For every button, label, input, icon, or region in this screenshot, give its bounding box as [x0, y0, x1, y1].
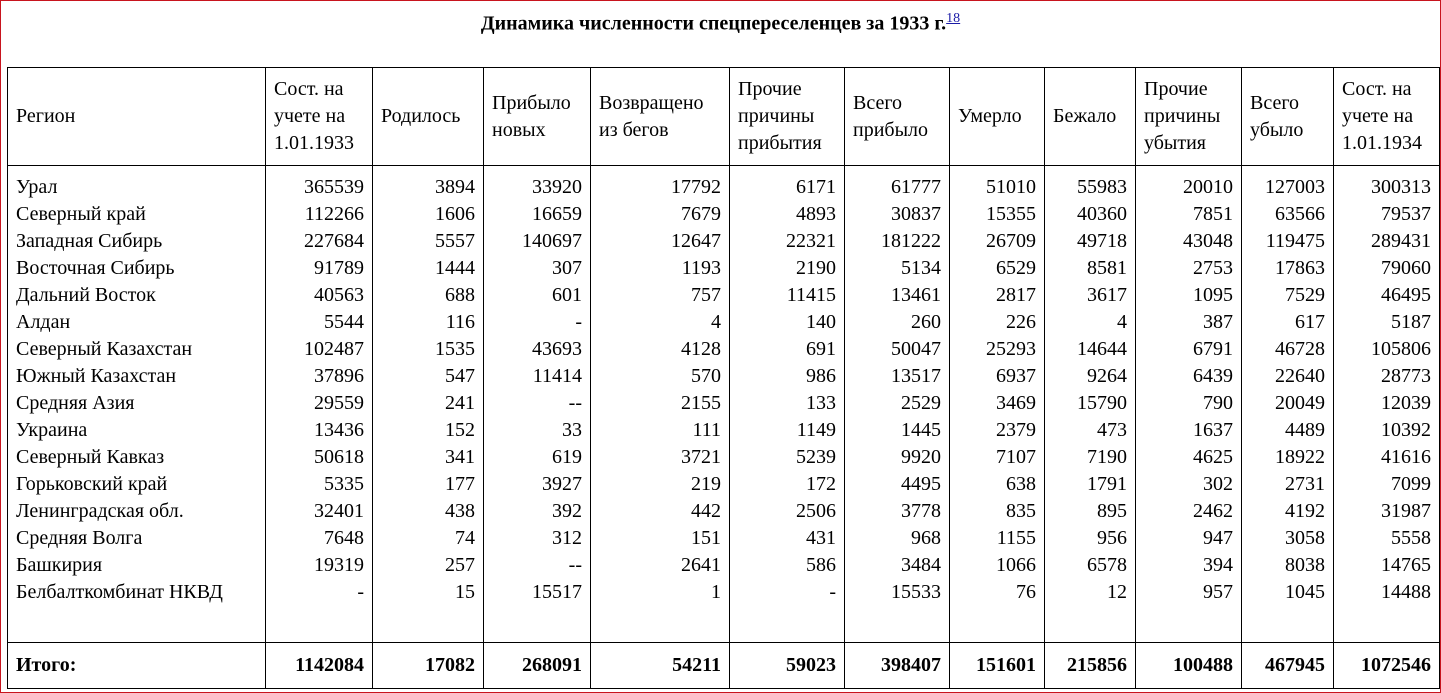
table-cell: 33	[562, 419, 582, 441]
total-end: 1072546	[1334, 643, 1440, 689]
table-cell: 116	[445, 311, 475, 333]
table-cell: 835	[1006, 500, 1036, 522]
table-cell: --	[568, 392, 582, 414]
region-name: Украина	[16, 419, 88, 441]
total-label: Итого:	[8, 643, 266, 689]
table-cell: 102487	[304, 338, 364, 360]
table-cell: 302	[1203, 473, 1233, 495]
table-cell: 31987	[1381, 500, 1431, 522]
header-region: Регион	[8, 68, 266, 166]
table-cell: 4	[711, 311, 721, 333]
region-name: Дальний Восток	[16, 284, 156, 306]
table-cell: 9920	[901, 446, 941, 468]
table-cell: 1045	[1285, 581, 1325, 603]
table-cell: 17863	[1275, 257, 1325, 279]
header-end: Сост. на учете на 1.01.1934	[1334, 68, 1440, 166]
table-cell: 691	[806, 338, 836, 360]
table-cell: 7529	[1285, 284, 1325, 306]
table-cell: 4625	[1193, 446, 1233, 468]
table-cell: 25293	[986, 338, 1036, 360]
table-cell: 74	[455, 527, 475, 549]
table-cell: 7190	[1087, 446, 1127, 468]
table-cell: 41616	[1381, 446, 1431, 468]
total-other-departure: 100488	[1136, 643, 1242, 689]
table-cell: 442	[691, 500, 721, 522]
table-cell: 638	[1006, 473, 1036, 495]
table-cell: 7099	[1391, 473, 1431, 495]
table-cell: 570	[691, 365, 721, 387]
table-cell: 13517	[891, 365, 941, 387]
table-cell: 1445	[901, 419, 941, 441]
table-cell: 28773	[1381, 365, 1431, 387]
region-name: Западная Сибирь	[16, 230, 163, 252]
table-cell: 43048	[1183, 230, 1233, 252]
table-cell: 2753	[1193, 257, 1233, 279]
table-cell: 4192	[1285, 500, 1325, 522]
table-cell: 1155	[996, 527, 1036, 549]
column-region	[8, 166, 266, 643]
table-cell: 387	[1203, 311, 1233, 333]
table-cell: 40360	[1077, 203, 1127, 225]
table-cell: 3894	[435, 176, 475, 198]
column-died	[950, 166, 1045, 643]
table-cell: 20010	[1183, 176, 1233, 198]
table-cell: 127003	[1265, 176, 1325, 198]
table-cell: 50047	[891, 338, 941, 360]
region-name: Восточная Сибирь	[16, 257, 175, 279]
table-cell: 289431	[1371, 230, 1431, 252]
table-cell: 3058	[1285, 527, 1325, 549]
table-cell: 3778	[901, 500, 941, 522]
total-row	[8, 643, 1440, 689]
table-cell: 18922	[1275, 446, 1325, 468]
table-cell: 2817	[996, 284, 1036, 306]
table-cell: 1095	[1193, 284, 1233, 306]
header-start: Сост. на учете на 1.01.1933	[266, 68, 373, 166]
table-cell: 957	[1203, 581, 1233, 603]
table-cell: 1637	[1193, 419, 1233, 441]
header-row	[8, 68, 1440, 166]
header-fled: Бежало	[1045, 68, 1136, 166]
table-cell: 1193	[681, 257, 721, 279]
table-cell: -	[829, 581, 836, 603]
total-start: 1142084	[266, 643, 373, 689]
table-cell: 8581	[1087, 257, 1127, 279]
table-cell: 1791	[1087, 473, 1127, 495]
table-cell: 133	[806, 392, 836, 414]
header-other-departure: Прочие причины убытия	[1136, 68, 1242, 166]
table-cell: 7679	[681, 203, 721, 225]
table-cell: 986	[806, 365, 836, 387]
column-born	[373, 166, 484, 643]
total-other-arrival: 59023	[730, 643, 845, 689]
region-name: Средняя Азия	[16, 392, 135, 414]
table-cell: 2506	[796, 500, 836, 522]
table-cell: 181222	[881, 230, 941, 252]
region-name: Белбалткомбинат НКВД	[16, 581, 223, 603]
table-cell: 3617	[1087, 284, 1127, 306]
region-name: Горьковский край	[16, 473, 168, 495]
table-cell: 1535	[435, 338, 475, 360]
header-new-arrivals: Прибыло новых	[484, 68, 591, 166]
table-cell: 4495	[901, 473, 941, 495]
table-cell: 55983	[1077, 176, 1127, 198]
region-name: Северный Кавказ	[16, 446, 165, 468]
table-cell: 7851	[1193, 203, 1233, 225]
table-cell: 438	[445, 500, 475, 522]
header-returned: Возвращено из бегов	[591, 68, 730, 166]
table-cell: 140697	[522, 230, 582, 252]
region-name: Северный край	[16, 203, 146, 225]
region-name: Южный Казахстан	[16, 365, 177, 387]
table-cell: 895	[1097, 500, 1127, 522]
table-cell: 37896	[314, 365, 364, 387]
table-cell: 4	[1117, 311, 1127, 333]
table-cell: 51010	[986, 176, 1036, 198]
column-fled	[1045, 166, 1136, 643]
table-cell: 12647	[671, 230, 721, 252]
table-cell: 79060	[1381, 257, 1431, 279]
total-new-arrivals: 268091	[484, 643, 591, 689]
region-name: Башкирия	[16, 554, 103, 576]
header-other-arrival: Прочие причины прибытия	[730, 68, 845, 166]
table-cell: 13436	[314, 419, 364, 441]
region-name: Ленинградская обл.	[16, 500, 184, 522]
table-cell: -	[575, 311, 582, 333]
table-cell: 20049	[1275, 392, 1325, 414]
table-cell: 601	[552, 284, 582, 306]
table-cell: 9264	[1087, 365, 1127, 387]
total-total-arrived: 398407	[845, 643, 950, 689]
column-other-departure	[1136, 166, 1242, 643]
table-cell: 119475	[1265, 230, 1325, 252]
table-cell: 6937	[996, 365, 1036, 387]
table-cell: 63566	[1275, 203, 1325, 225]
table-cell: 5557	[435, 230, 475, 252]
table-cell: 5558	[1391, 527, 1431, 549]
table-cell: 307	[552, 257, 582, 279]
table-cell: 177	[445, 473, 475, 495]
total-born: 17082	[373, 643, 484, 689]
table-cell: 226	[1006, 311, 1036, 333]
table-cell: 6529	[996, 257, 1036, 279]
table-cell: 29559	[314, 392, 364, 414]
table-cell: 22321	[786, 230, 836, 252]
table-cell: 16659	[532, 203, 582, 225]
table-cell: 3721	[681, 446, 721, 468]
table-cell: 1444	[435, 257, 475, 279]
table-cell: 260	[911, 311, 941, 333]
header-born: Родилось	[373, 68, 484, 166]
table-cell: 11415	[786, 284, 836, 306]
table-cell: 790	[1203, 392, 1233, 414]
table-cell: 257	[445, 554, 475, 576]
table-cell: 1149	[796, 419, 836, 441]
total-died: 151601	[950, 643, 1045, 689]
column-other-arrival	[730, 166, 845, 643]
table-cell: 14488	[1381, 581, 1431, 603]
footnote-link[interactable]: 18	[946, 11, 961, 26]
table-cell: 140	[806, 311, 836, 333]
table-cell: 32401	[314, 500, 364, 522]
table-cell: 19319	[314, 554, 364, 576]
table-cell: 6439	[1193, 365, 1233, 387]
table-cell: 2641	[681, 554, 721, 576]
table-cell: 152	[445, 419, 475, 441]
table-cell: 1066	[996, 554, 1036, 576]
table-cell: 227684	[304, 230, 364, 252]
table-cell: 15	[455, 581, 475, 603]
header-total-arrived: Всего прибыло	[845, 68, 950, 166]
data-body-row	[8, 166, 1440, 643]
table-cell: 394	[1203, 554, 1233, 576]
table-cell: 40563	[314, 284, 364, 306]
table-cell: 5544	[324, 311, 364, 333]
table-title	[0, 11, 1441, 36]
total-total-departed: 467945	[1242, 643, 1334, 689]
table-cell: 151	[691, 527, 721, 549]
table-cell: 5335	[324, 473, 364, 495]
table-cell: 3927	[542, 473, 582, 495]
table-cell: 10392	[1381, 419, 1431, 441]
table-cell: 5187	[1391, 311, 1431, 333]
table-cell: 619	[552, 446, 582, 468]
table-cell: 11414	[532, 365, 582, 387]
table-cell: 3469	[996, 392, 1036, 414]
table-cell: --	[568, 554, 582, 576]
table-cell: 5134	[901, 257, 941, 279]
table-cell: 1	[711, 581, 721, 603]
total-returned: 54211	[591, 643, 730, 689]
table-cell: 15533	[891, 581, 941, 603]
table-cell: 111	[692, 419, 721, 441]
table-cell: 757	[691, 284, 721, 306]
table-cell: 341	[445, 446, 475, 468]
table-cell: 46495	[1381, 284, 1431, 306]
table-cell: 76	[1016, 581, 1036, 603]
table-cell: 61777	[891, 176, 941, 198]
table-cell: 6171	[796, 176, 836, 198]
table-cell: 473	[1097, 419, 1127, 441]
table-cell: 15517	[532, 581, 582, 603]
column-end	[1334, 166, 1440, 643]
table-cell: 431	[806, 527, 836, 549]
table-cell: 2190	[796, 257, 836, 279]
table-cell: 2529	[901, 392, 941, 414]
table-cell: 33920	[532, 176, 582, 198]
table-cell: 7107	[996, 446, 1036, 468]
table-cell: 49718	[1077, 230, 1127, 252]
table-cell: 219	[691, 473, 721, 495]
column-start	[266, 166, 373, 643]
table-cell: 365539	[304, 176, 364, 198]
table-cell: 4489	[1285, 419, 1325, 441]
table-cell: 2379	[996, 419, 1036, 441]
table-cell: 43693	[532, 338, 582, 360]
table-cell: 1606	[435, 203, 475, 225]
table-cell: 30837	[891, 203, 941, 225]
table-cell: 688	[445, 284, 475, 306]
table-cell: 50618	[314, 446, 364, 468]
region-name: Алдан	[16, 311, 71, 333]
table-cell: -	[357, 581, 364, 603]
table-cell: 15790	[1077, 392, 1127, 414]
table-cell: 17792	[671, 176, 721, 198]
region-name: Средняя Волга	[16, 527, 143, 549]
table-cell: 15355	[986, 203, 1036, 225]
table-cell: 105806	[1371, 338, 1431, 360]
table-cell: 172	[806, 473, 836, 495]
table-cell: 947	[1203, 527, 1233, 549]
title-text: Динамика численности спецпереселенцев за 1933 г.	[480, 12, 947, 35]
table-cell: 7648	[324, 527, 364, 549]
column-total-arrived	[845, 166, 950, 643]
table-cell: 312	[552, 527, 582, 549]
header-total-departed: Всего убыло	[1242, 68, 1334, 166]
column-new-arrivals	[484, 166, 591, 643]
table-cell: 617	[1295, 311, 1325, 333]
table-cell: 392	[552, 500, 582, 522]
table-cell: 8038	[1285, 554, 1325, 576]
column-returned	[591, 166, 730, 643]
table-cell: 2155	[681, 392, 721, 414]
settlers-table	[7, 67, 1440, 689]
table-cell: 6578	[1087, 554, 1127, 576]
header-died: Умерло	[950, 68, 1045, 166]
table-cell: 22640	[1275, 365, 1325, 387]
table-cell: 3484	[901, 554, 941, 576]
table-cell: 956	[1097, 527, 1127, 549]
table-cell: 300313	[1371, 176, 1431, 198]
table-cell: 12	[1107, 581, 1127, 603]
table-cell: 6791	[1193, 338, 1233, 360]
table-cell: 79537	[1381, 203, 1431, 225]
table-cell: 2731	[1285, 473, 1325, 495]
table-cell: 5239	[796, 446, 836, 468]
total-fled: 215856	[1045, 643, 1136, 689]
region-name: Урал	[16, 176, 58, 198]
table-cell: 2462	[1193, 500, 1233, 522]
table-cell: 4893	[796, 203, 836, 225]
region-name: Северный Казахстан	[16, 338, 193, 360]
table-cell: 12039	[1381, 392, 1431, 414]
table-cell: 26709	[986, 230, 1036, 252]
column-total-departed	[1242, 166, 1334, 643]
table-cell: 4128	[681, 338, 721, 360]
table-cell: 586	[806, 554, 836, 576]
table-cell: 241	[445, 392, 475, 414]
table-cell: 14644	[1077, 338, 1127, 360]
table-cell: 14765	[1381, 554, 1431, 576]
table-cell: 547	[445, 365, 475, 387]
table-cell: 13461	[891, 284, 941, 306]
table-cell: 112266	[304, 203, 364, 225]
table-cell: 91789	[314, 257, 364, 279]
table-cell: 46728	[1275, 338, 1325, 360]
table-cell: 968	[911, 527, 941, 549]
